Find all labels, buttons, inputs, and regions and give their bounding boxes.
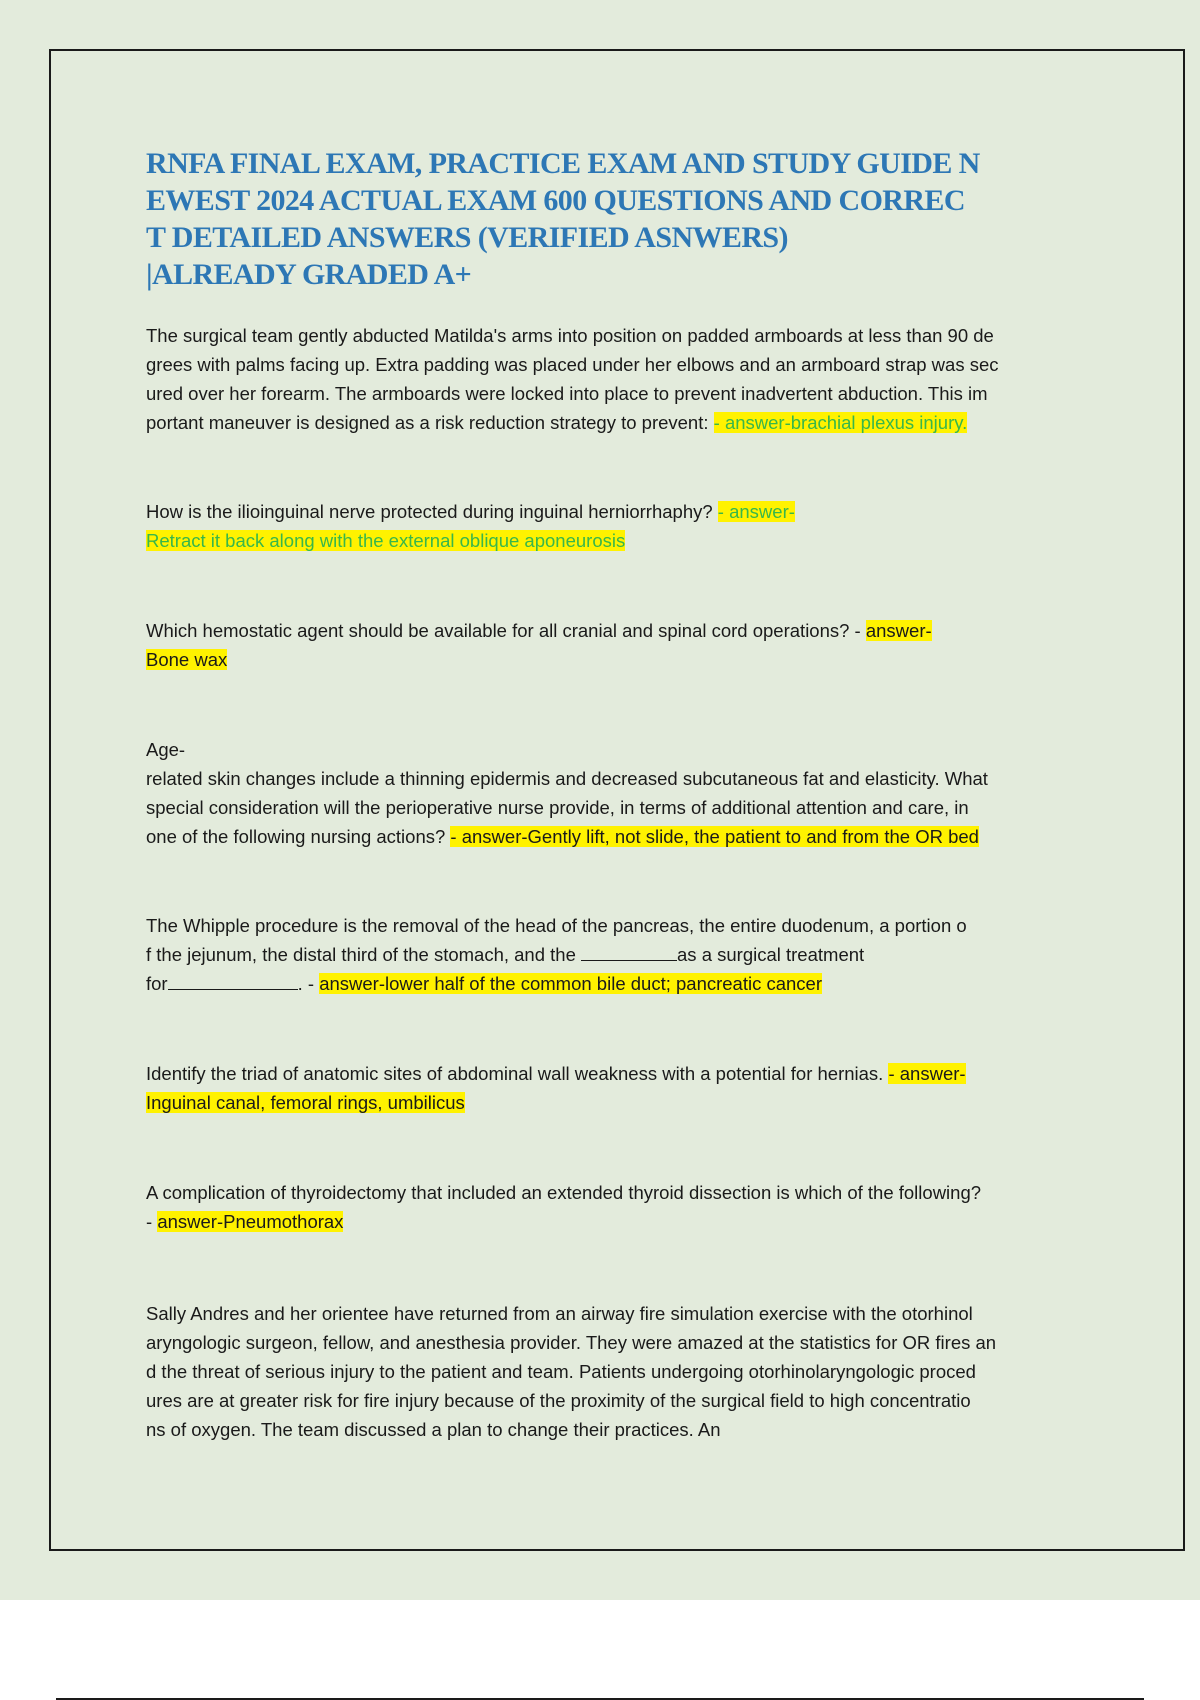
answer-highlight: - answer- <box>888 1063 966 1084</box>
fill-in-blank <box>168 971 298 990</box>
question-text: one of the following nursing actions? <box>146 826 451 847</box>
answer-highlight: answer- <box>865 620 932 641</box>
question-line: The Whipple procedure is the removal of the head of the pancreas, the entire duodenum, a portion o <box>146 915 967 936</box>
qa-item-1 <box>146 321 1086 437</box>
question-line: ured over her forearm. The armboards were locked into place to prevent inadvertent abduction. This im <box>146 383 988 404</box>
title-line: RNFA FINAL EXAM, PRACTICE EXAM AND STUDY GUIDE N <box>146 147 980 180</box>
question-line <box>146 969 1086 998</box>
question-text: Identify the triad of anatomic sites of abdominal wall weakness with a potential for hernias. <box>146 1063 889 1084</box>
question-line <box>146 822 1086 851</box>
question-line: grees with palms facing up. Extra padding was placed under her elbows and an armboard strap was sec <box>146 354 999 375</box>
question-text: How is the ilioinguinal nerve protected during inguinal herniorrhaphy? <box>146 501 718 522</box>
answer-highlight: - answer-Gently lift, not slide, the patient to and from the OR bed <box>450 826 979 847</box>
fill-in-blank <box>581 942 677 961</box>
title-line: |ALREADY GRADED A+ <box>146 258 472 291</box>
question-text: Which hemostatic agent should be available for all cranial and spinal cord operations? - <box>146 620 866 641</box>
qa-item-8 <box>146 1299 1086 1444</box>
answer-highlight: - answer- <box>717 501 795 522</box>
question-line <box>146 497 1086 526</box>
question-line: related skin changes include a thinning epidermis and decreased subcutaneous fat and elasticity. What <box>146 768 988 789</box>
question-text: . - <box>297 973 320 994</box>
title-line: EWEST 2024 ACTUAL EXAM 600 QUESTIONS AND CORREC <box>146 184 965 217</box>
document-content <box>146 145 1126 1444</box>
question-line <box>146 1059 1086 1088</box>
question-text: portant maneuver is designed as a risk reduction strategy to prevent: <box>146 412 714 433</box>
qa-item-2 <box>146 497 1086 555</box>
question-text: as a surgical treatment <box>677 944 865 965</box>
qa-item-3 <box>146 616 1086 674</box>
question-line: ns of oxygen. The team discussed a plan to change their practices. An <box>146 1419 721 1440</box>
answer-highlight: Retract it back along with the external oblique aponeurosis <box>146 530 626 551</box>
answer-highlight: Inguinal canal, femoral rings, umbilicus <box>146 1092 465 1113</box>
question-line: d the threat of serious injury to the patient and team. Patients undergoing otorhinolaryngologic proced <box>146 1361 976 1382</box>
question-line <box>146 940 1086 969</box>
qa-item-5 <box>146 911 1086 998</box>
answer-line <box>146 645 1086 674</box>
qa-item-6 <box>146 1059 1086 1117</box>
qa-item-7 <box>146 1178 1086 1236</box>
question-text: f the jejunum, the distal third of the stomach, and the <box>146 944 582 965</box>
title-line: T DETAILED ANSWERS (VERIFIED ASNWERS) <box>146 221 788 254</box>
question-line: The surgical team gently abducted Matilda's arms into position on padded armboards at less than 90 de <box>146 325 994 346</box>
question-line <box>146 408 1086 437</box>
question-line: special consideration will the perioperative nurse provide, in terms of additional attention and care, in <box>146 797 969 818</box>
question-line: ures are at greater risk for fire injury because of the proximity of the surgical field to high concentratio <box>146 1390 971 1411</box>
question-line: Age- <box>146 739 186 760</box>
question-line <box>146 616 1086 645</box>
question-line: A complication of thyroidectomy that included an extended thyroid dissection is which of the following? <box>146 1182 982 1203</box>
answer-highlight: answer-lower half of the common bile duct; pancreatic cancer <box>319 973 823 994</box>
document-title <box>146 145 1126 293</box>
question-line: aryngologic surgeon, fellow, and anesthesia provider. They were amazed at the statistics for OR fires an <box>146 1332 997 1353</box>
answer-highlight: answer-Pneumothorax <box>157 1211 344 1232</box>
qa-item-4 <box>146 735 1086 851</box>
answer-line <box>146 1207 1086 1236</box>
answer-line <box>146 1088 1086 1117</box>
answer-highlight: Bone wax <box>146 649 228 670</box>
answer-line <box>146 526 1086 555</box>
question-line: Sally Andres and her orientee have returned from an airway fire simulation exercise with the otorhinol <box>146 1303 973 1324</box>
answer-highlight: - answer-brachial plexus injury. <box>713 412 968 433</box>
question-text: for <box>146 973 168 994</box>
question-text: - <box>146 1211 158 1232</box>
